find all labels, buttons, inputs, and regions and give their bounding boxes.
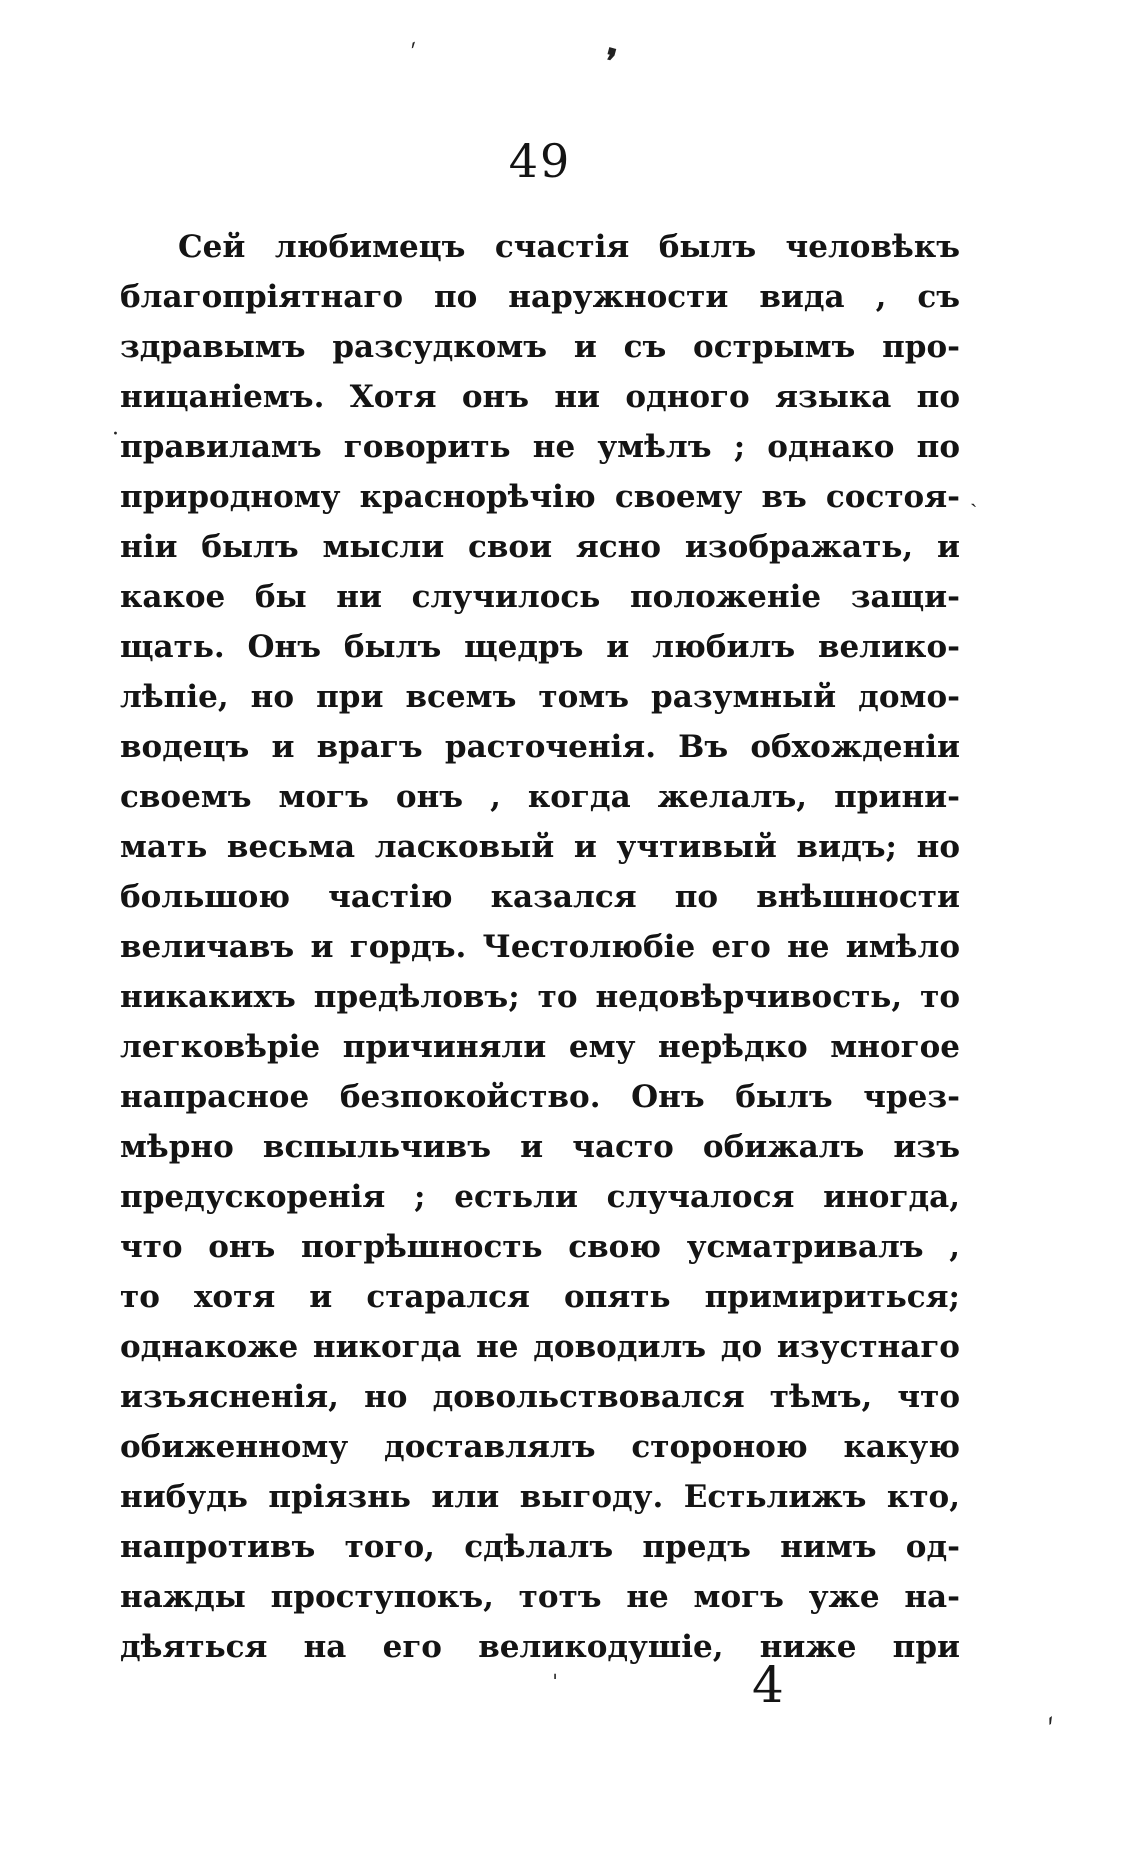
text-line: величавъ и гордъ. Честолюбіе его не имѣло [120, 929, 960, 965]
ink-speck-left: · [112, 422, 119, 447]
page-number: 49 [508, 134, 572, 188]
text-line: ніи былъ мысли свои ясно изображать, и [120, 529, 960, 565]
ink-speck-bottom-right: ˊ [1038, 1710, 1074, 1752]
text-line: обиженному доставлялъ стороною какую [120, 1429, 960, 1465]
text-line: напрасное безпокойство. Онъ былъ чрез- [120, 1079, 960, 1115]
text-line: какое бы ни случилось положеніе защи- [120, 579, 960, 615]
ink-speck-top: ❜ [599, 41, 620, 83]
text-line: мать весьма ласковый и учтивый видъ; но [120, 829, 960, 865]
ink-speck-right: ˏ [970, 483, 978, 508]
text-line: благопріятнаго по наружности вида , съ [120, 279, 960, 315]
text-line: Сей любимецъ счастія былъ человѣкъ [178, 229, 960, 265]
text-line: правиламъ говорить не умѣлъ ; однако по [120, 429, 960, 465]
text-line: однакоже никогда не доводилъ до изустнаго [120, 1329, 960, 1365]
text-line: дѣяться на его великодушіе, ниже при [120, 1629, 960, 1665]
text-line: то хотя и старался опять примириться; [120, 1279, 960, 1315]
text-line: никакихъ предѣловъ; то недовѣрчивость, то [120, 979, 960, 1015]
ink-speck-top-left: ˊ [404, 38, 429, 72]
body-text [120, 222, 960, 1672]
text-line: ницаніемъ. Хотя онъ ни одного языка по [120, 379, 960, 415]
text-line: своемъ могъ онъ , когда желалъ, прини- [120, 779, 960, 815]
text-line: нибудь пріязнь или выгоду. Естьлижъ кто, [120, 1479, 960, 1515]
text-line: водецъ и врагъ расточенія. Въ обхожденіи [120, 729, 960, 765]
text-line: нажды проступокъ, тотъ не могъ уже на- [120, 1579, 960, 1615]
text-line: большою частію казался по внѣшности [120, 879, 960, 915]
text-line: легковѣріе причиняли ему нерѣдко многое [120, 1029, 960, 1065]
text-line: изъясненія, но довольствовался тѣмъ, что [120, 1379, 960, 1415]
text-line: предускоренія ; естьли случалося иногда, [120, 1179, 960, 1215]
text-line: лѣпіе, но при всемъ томъ разумный домо- [120, 679, 960, 715]
ink-speck-bottom: ˈ [552, 1672, 559, 1697]
text-line: мѣрно вспыльчивъ и часто обижалъ изъ [120, 1129, 960, 1165]
text-line: щать. Онъ былъ щедръ и любилъ велико- [120, 629, 960, 665]
text-line: напротивъ того, сдѣлалъ предъ нимъ од- [120, 1529, 960, 1565]
signature-mark: 4 [752, 1656, 784, 1714]
text-line: здравымъ разсудкомъ и съ острымъ про- [120, 329, 960, 365]
text-line: что онъ погрѣшность свою усматривалъ , [120, 1229, 960, 1265]
text-line: природному краснорѣчію своему въ состоя- [120, 479, 960, 515]
